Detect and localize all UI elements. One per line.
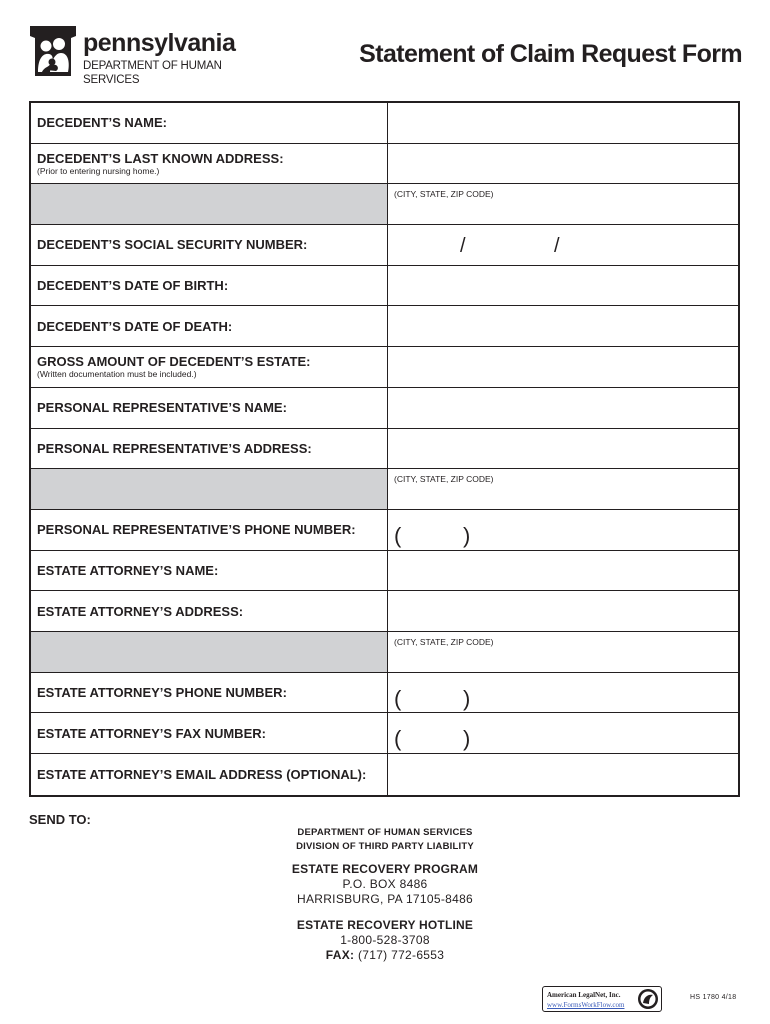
form-row-attorney-city (31, 632, 738, 673)
address-program: ESTATE RECOVERY PROGRAM (291, 862, 479, 876)
area-code-open: ( (394, 522, 402, 548)
form-row-decedent-ssn (31, 225, 738, 266)
shaded-cell (31, 469, 388, 509)
city-state-zip-hint: (CITY, STATE, ZIP CODE) (394, 474, 494, 485)
ssn-separator: / (460, 235, 466, 258)
legalnet-badge (542, 986, 662, 1012)
form-row-attorney-name (31, 551, 738, 592)
shaded-cell (31, 184, 388, 224)
rep-address-field[interactable] (388, 429, 738, 469)
fax-line (230, 948, 540, 963)
decedent-ssn-field[interactable] (388, 225, 738, 265)
form-row-gross-estate (31, 347, 738, 388)
decedent-dob-field[interactable] (388, 266, 738, 306)
rep-name-field[interactable] (388, 388, 738, 428)
form-row-decedent-dob (31, 266, 738, 307)
field-label: ESTATE ATTORNEY’S FAX NUMBER: (37, 725, 266, 741)
ssn-separator: / (554, 235, 560, 258)
fax-number: (717) 772-6553 (357, 948, 445, 962)
form-row-attorney-phone (31, 673, 738, 714)
attorney-fax-field[interactable] (388, 713, 738, 753)
attorney-phone-field[interactable] (388, 673, 738, 713)
field-note: (Prior to entering nursing home.) (37, 166, 160, 177)
decedent-dod-field[interactable] (388, 306, 738, 346)
form-row-attorney-address (31, 591, 738, 632)
fax-label: FAX: (325, 948, 355, 962)
field-label: PERSONAL REPRESENTATIVE’S NAME: (37, 400, 287, 416)
field-label: DECEDENT’S LAST KNOWN ADDRESS: (37, 151, 284, 167)
address-city: HARRISBURG, PA 17105-8486 (296, 892, 474, 906)
form-code: HS 1780 4/18 (690, 994, 737, 1001)
badge-name: American LegalNet, Inc. (547, 991, 621, 999)
org-name: pennsylvania (83, 29, 236, 57)
org-department: DEPARTMENT OF HUMAN SERVICES (83, 60, 222, 86)
field-label: GROSS AMOUNT OF DECEDENT’S ESTATE: (37, 354, 311, 370)
form-row-rep-city (31, 469, 738, 510)
send-to-label: SEND TO: (29, 812, 91, 827)
field-label: PERSONAL REPRESENTATIVE’S ADDRESS: (37, 440, 312, 456)
form-row-decedent-city (31, 184, 738, 225)
city-state-zip-hint: (CITY, STATE, ZIP CODE) (394, 636, 494, 647)
shaded-cell (31, 632, 388, 672)
page-title: Statement of Claim Request Form (359, 40, 742, 68)
agency-logo (28, 24, 268, 84)
attorney-city-state-zip-field[interactable] (388, 632, 738, 672)
rep-phone-field[interactable] (388, 510, 738, 550)
claim-form-table (29, 101, 740, 797)
hotline-number: 1-800-528-3708 (340, 933, 430, 947)
field-label: DECEDENT’S DATE OF BIRTH: (37, 278, 229, 294)
attorney-address-field[interactable] (388, 591, 738, 631)
area-code-close: ) (463, 522, 471, 548)
field-label: DECEDENT’S DATE OF DEATH: (37, 318, 233, 334)
attorney-email-field[interactable] (388, 754, 738, 795)
area-code-open: ( (394, 685, 402, 711)
field-label: ESTATE ATTORNEY’S NAME: (37, 562, 219, 578)
area-code-open: ( (394, 726, 402, 752)
field-label: ESTATE ATTORNEY’S EMAIL ADDRESS (OPTIONAL): (37, 766, 367, 782)
legalnet-seal-icon (637, 988, 659, 1010)
form-row-decedent-address (31, 144, 738, 185)
field-label: ESTATE ATTORNEY’S ADDRESS: (37, 603, 244, 619)
rep-city-state-zip-field[interactable] (388, 469, 738, 509)
keystone-family-logo-icon (28, 24, 78, 80)
field-note: (Written documentation must be included.) (37, 369, 197, 380)
field-label: ESTATE ATTORNEY’S PHONE NUMBER: (37, 684, 287, 700)
area-code-close: ) (463, 685, 471, 711)
form-row-attorney-email (31, 754, 738, 795)
field-label: DECEDENT’S SOCIAL SECURITY NUMBER: (37, 237, 308, 253)
decedent-address-field[interactable] (388, 144, 738, 184)
form-row-attorney-fax (31, 713, 738, 754)
form-row-decedent-name (31, 103, 738, 144)
mailing-address (230, 826, 540, 963)
decedent-city-state-zip-field[interactable] (388, 184, 738, 224)
form-row-rep-phone (31, 510, 738, 551)
form-row-rep-name (31, 388, 738, 429)
gross-estate-field[interactable] (388, 347, 738, 387)
decedent-name-field[interactable] (388, 103, 738, 143)
badge-url[interactable]: www.FormsWorkFlow.com (547, 1001, 625, 1009)
city-state-zip-hint: (CITY, STATE, ZIP CODE) (394, 189, 494, 200)
address-dept: DEPARTMENT OF HUMAN SERVICES (297, 827, 473, 838)
address-po-box: P.O. BOX 8486 (342, 877, 428, 891)
hotline-label: ESTATE RECOVERY HOTLINE (296, 918, 474, 932)
field-label: DECEDENT’S NAME: (37, 115, 168, 131)
area-code-close: ) (463, 726, 471, 752)
attorney-name-field[interactable] (388, 551, 738, 591)
field-label: PERSONAL REPRESENTATIVE’S PHONE NUMBER: (37, 522, 356, 538)
address-division: DIVISION OF THIRD PARTY LIABILITY (296, 841, 474, 852)
form-row-rep-address (31, 429, 738, 470)
form-row-decedent-dod (31, 306, 738, 347)
